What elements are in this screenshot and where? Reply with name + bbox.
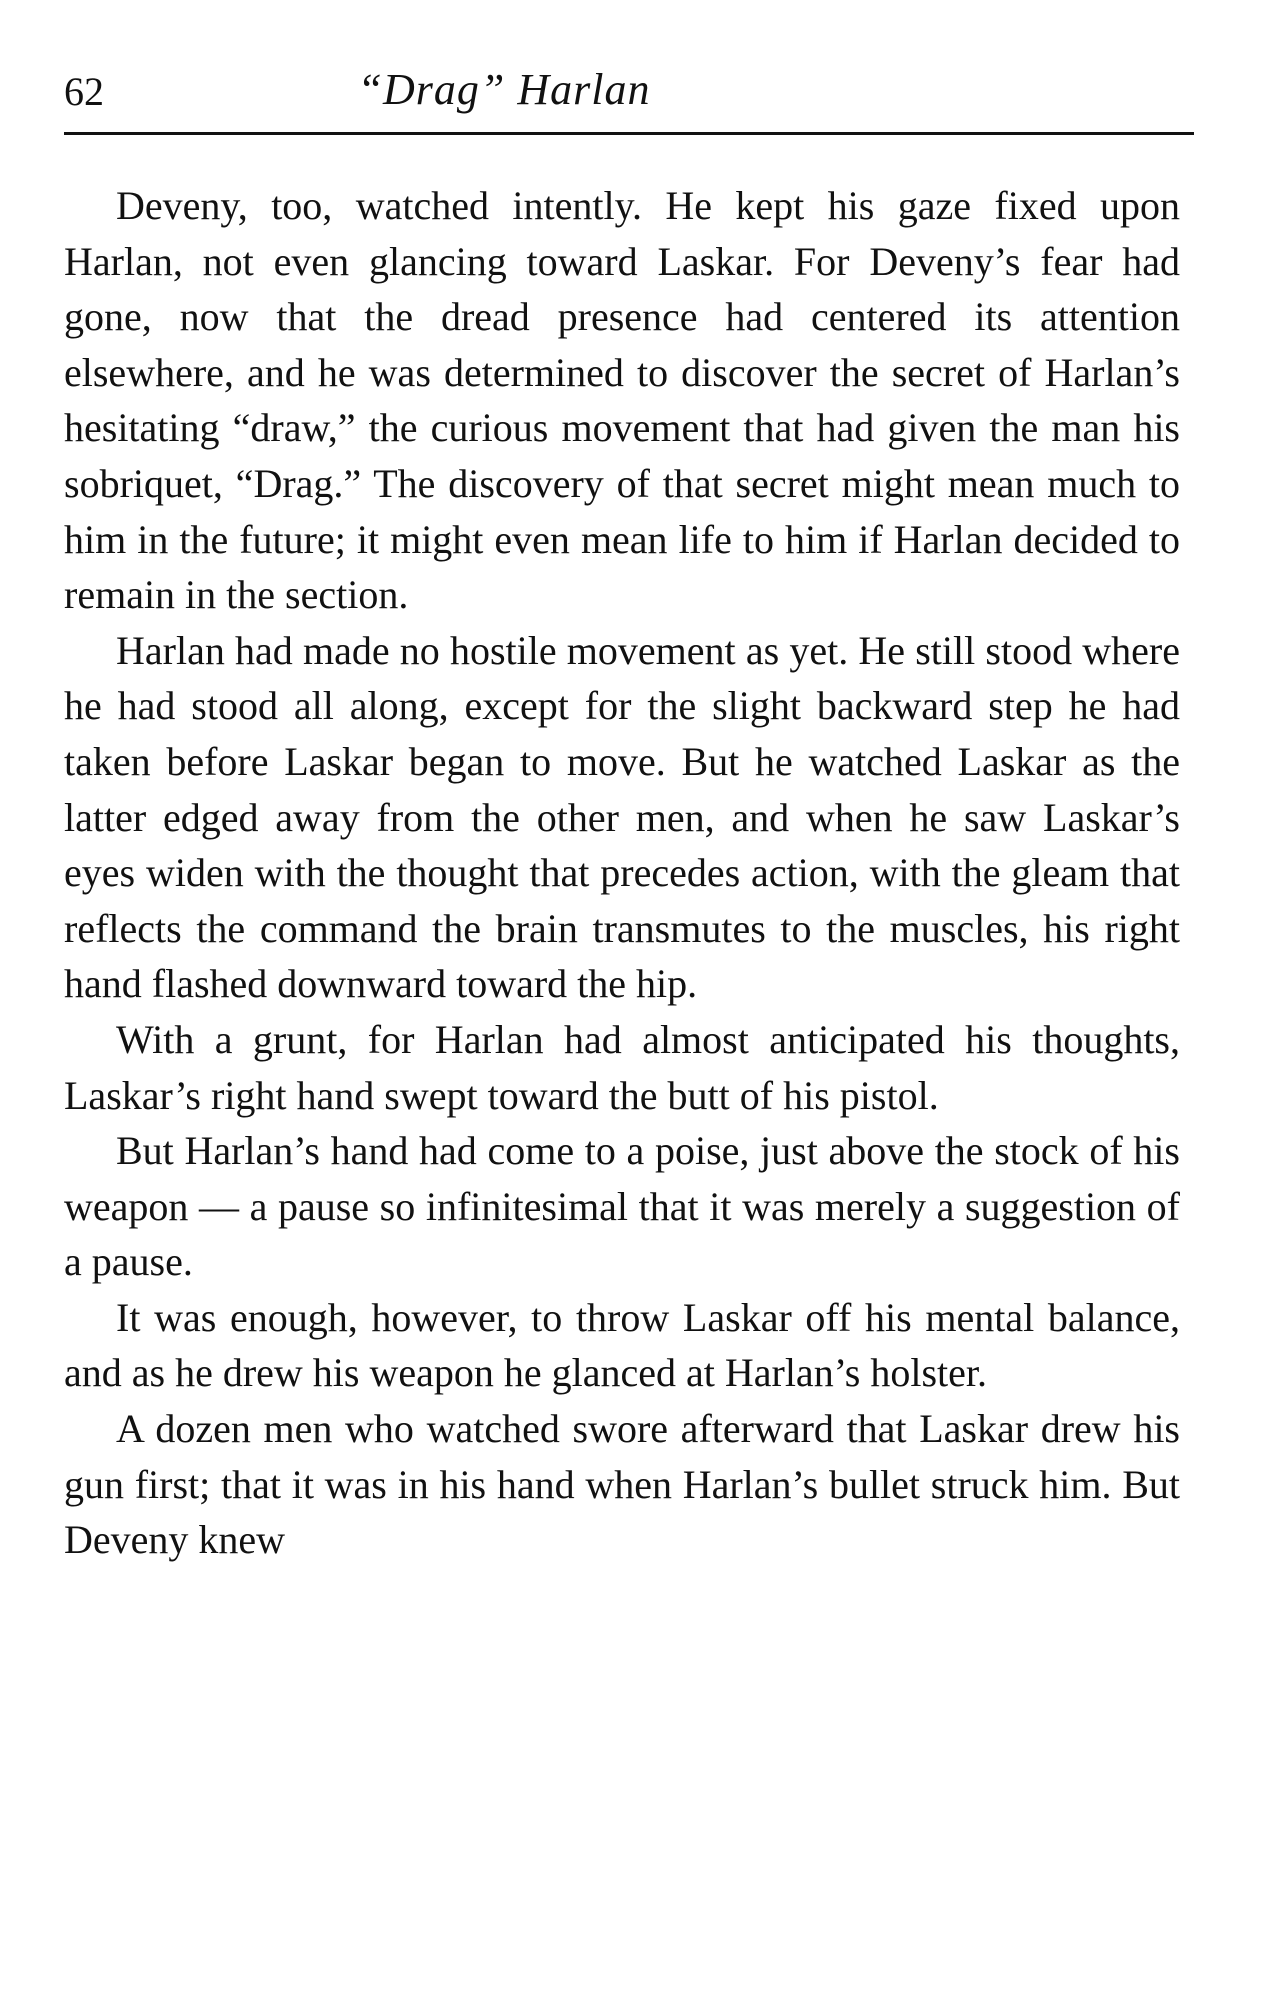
paragraph: But Harlan’s hand had come to a poise, just above the stock of his weapon — a pause so infinitesimal that it was merely a suggestion of a pause. <box>64 1128 1180 1285</box>
header-rule <box>64 132 1194 135</box>
paragraph: Deveny, too, watched intently. He kept his gaze fixed upon Harlan, not even glancing toward Laskar. For Deveny’s fear had gone, now that the dread presence had centered its attention elsewhere, and he was determined to discover the secret of Harlan’s hesitating “draw,” the curious movement that had given the man his sobriquet, “Drag.” The discovery of that secret might mean much to him in the future; it might even mean life to him if Harlan decided to remain in the section. <box>64 183 1180 618</box>
running-title: “Drag” Harlan <box>357 65 651 114</box>
paragraph: Harlan had made no hostile movement as yet. He still stood where he had stood all along, except for the slight backward step he had taken before Laskar began to move. But he watched Laskar as the latter edged away from the other men, and when he saw Laskar’s eyes widen with the thought that precedes action, with the gleam that reflects the command the brain transmutes to the muscles, his right hand flashed downward toward the hip. <box>64 627 1180 1007</box>
paragraph: A dozen men who watched swore afterward that Laskar drew his gun first; that it was in his hand when Harlan’s bullet struck him. But Deveny knew <box>64 1406 1180 1563</box>
paragraph: It was enough, however, to throw Laskar off his mental balance, and as he drew his weapon he glanced at Harlan’s holster. <box>64 1294 1180 1396</box>
paragraph: With a grunt, for Harlan had almost anticipated his thoughts, Laskar’s right hand swept toward the butt of his pistol. <box>64 1016 1180 1118</box>
page-number: 62 <box>64 69 104 114</box>
page-header <box>64 64 1194 124</box>
body-text <box>64 178 1180 1568</box>
